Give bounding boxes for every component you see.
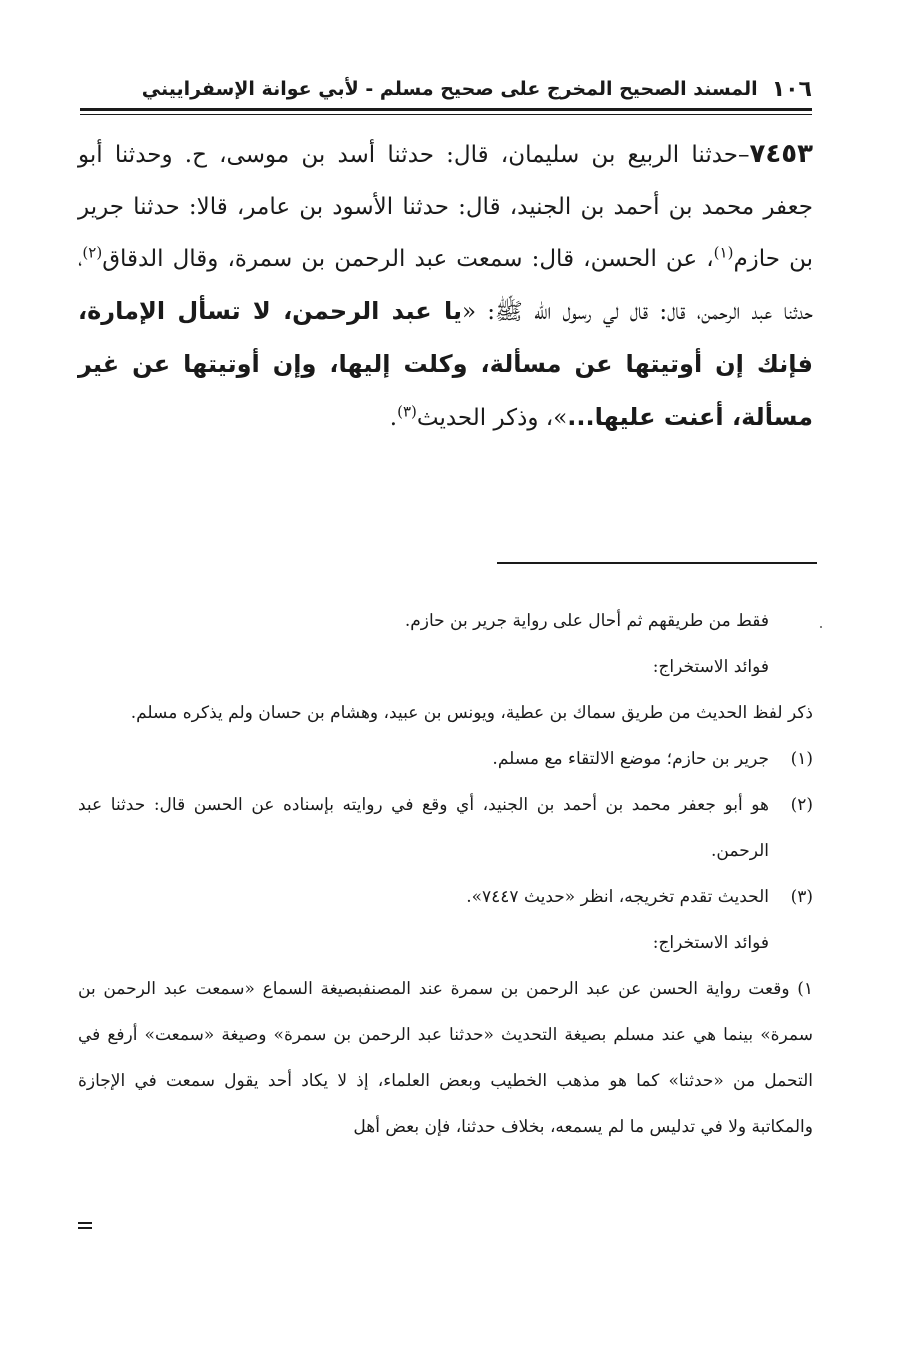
footnote-number: (٣) xyxy=(790,887,813,907)
footnotes xyxy=(78,598,813,1150)
footnote-separator xyxy=(497,562,817,564)
benefits-heading: فوائد الاستخراج: xyxy=(652,657,769,677)
benefits-text: ذكر لفظ الحديث من طريق سماك بن عطية، ويونس بن عبيد، وهشام بن حسان ولم يذكره مسلم. xyxy=(130,703,813,723)
footnote-number: (١) xyxy=(790,749,813,769)
isnad-text-2: ، عن الحسن، قال: سمعت عبد الرحمن بن سمرة، وقال الدقاق xyxy=(102,246,714,272)
footnote-ref-1[interactable]: (١) xyxy=(713,243,734,262)
isnad-text-4: »، وذكر الحديث xyxy=(416,405,568,431)
scan-speck xyxy=(820,626,822,628)
footnote-number: (٢) xyxy=(790,795,813,815)
prophetic-quote: يا عبد الرحمن، لا تسأل الإمارة، فإنك إن أوتيتها عن مسألة، وكلت إليها، وإن أوتيتها عن غير مسألة، أعنت عليها... xyxy=(78,297,813,431)
footnote-text: الحديث تقدم تخريجه، انظر «حديث ٧٤٤٧». xyxy=(466,887,769,907)
benefits-text: ١) وقعت رواية الحسن عن عبد الرحمن بن سمرة عند المصنفبصيغة السماع «سمعت عبد الرحمن بن سمرة» بينما هي عند مسلم بصيغة التحديث «حدثنا عبد الرحمن بن سمرة» وصيغة «سمعت» أرفع في التحمل من «حدثنا» كما هو مذهب الخطيب وبعض العلماء، إذ لا يكاد أحد يقول سمعت في الإجازة والمكاتبة ولا في تدليس ما لم يسمعه، بخلاف حدثنا، فإن بعض أهل xyxy=(78,979,813,1137)
footnote-ref-2[interactable]: (٢) xyxy=(82,243,103,262)
running-header xyxy=(80,72,812,106)
footnote-item xyxy=(78,782,813,874)
continuation-mark xyxy=(78,1222,92,1231)
isnad-text-5: . xyxy=(389,405,398,431)
footnote-carry-over: فقط من طريقهم ثم أحال على رواية جرير بن حازم. xyxy=(404,611,769,631)
isnad-text-1: –حدثنا الربيع بن سليمان، قال: حدثنا أسد بن موسى، ح. وحدثنا أبو جعفر محمد بن أحمد بن الجنيد، قال: حدثنا الأسود بن عامر، قالا: حدثنا جرير بن حازم xyxy=(78,142,813,272)
hadith-text xyxy=(78,128,813,444)
footnote-text: هو أبو جعفر محمد بن أحمد بن الجنيد، أي وقع في روايته بإسناده عن الحسن قال: حدثنا عبد الرحمن. xyxy=(78,795,769,861)
footnote-item xyxy=(78,736,813,782)
page-number: ١٠٦ xyxy=(771,76,812,102)
isnad-text-3: ، حدثنا عبد الرحمن، قال: قال لي رسول الله ﷺ: « xyxy=(78,246,813,325)
header-rule xyxy=(80,108,812,111)
running-title: المسند الصحيح المخرج على صحيح مسلم - لأبي عوانة الإسفراييني xyxy=(141,78,758,100)
benefits-heading: فوائد الاستخراج: xyxy=(652,933,769,953)
footnote-ref-3[interactable]: (٣) xyxy=(397,402,417,421)
footnote-item xyxy=(78,874,813,920)
hadith-number: ٧٤٥٣ xyxy=(749,139,813,169)
header-rule-thin xyxy=(80,114,812,115)
footnote-text: جرير بن حازم؛ موضع الالتقاء مع مسلم. xyxy=(492,749,769,769)
